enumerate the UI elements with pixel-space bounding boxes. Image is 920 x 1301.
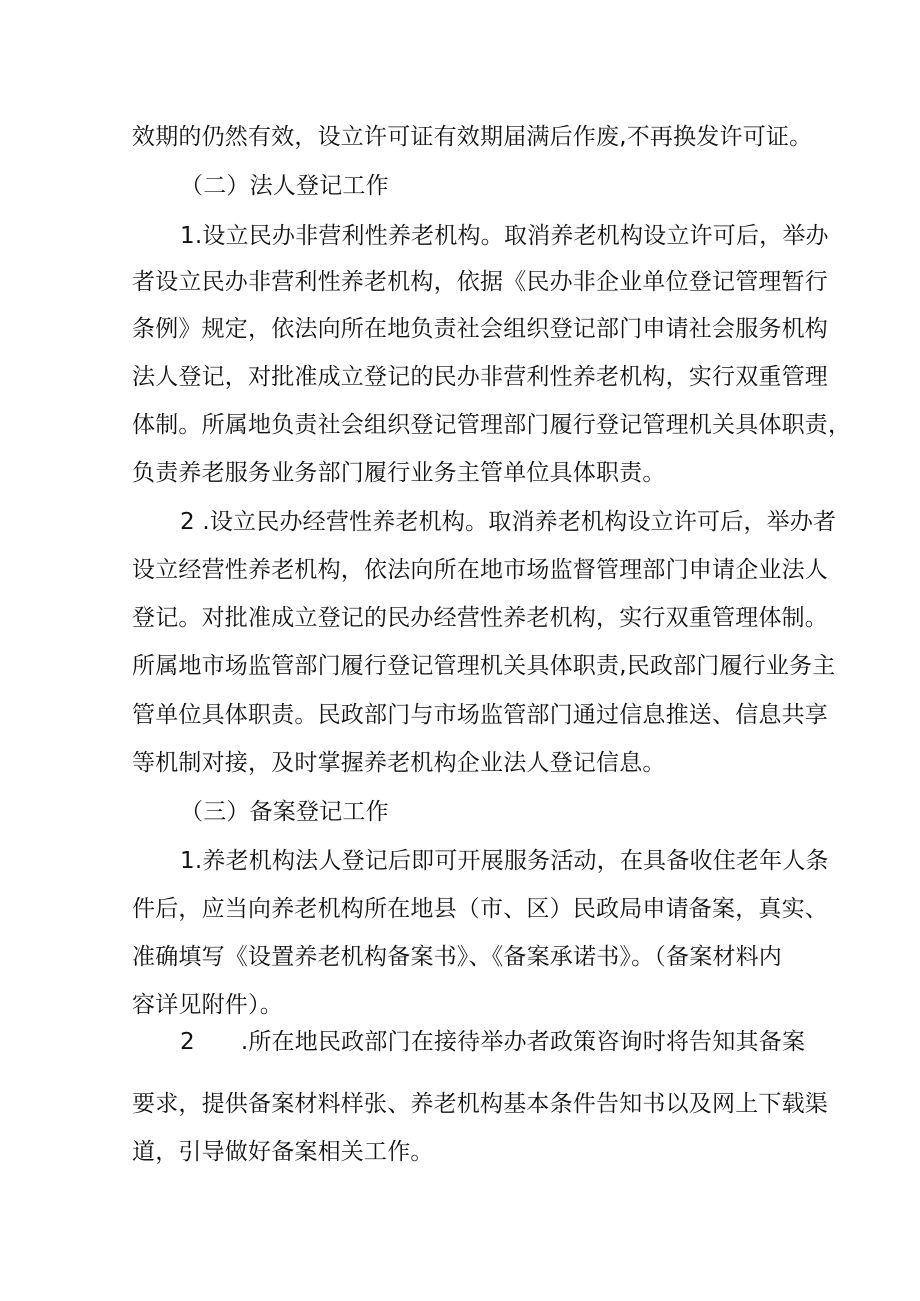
text-line-content: 登记。对批准成立登记的民办经营性养老机构，实行双重管理体制。	[132, 605, 828, 631]
text-line-content: 要求，提供备案材料样张、养老机构基本条件告知书以及网上下载渠	[132, 1091, 828, 1117]
text-line	[0, 642, 920, 690]
text-line-content: 管单位具体职责。民政部门与市场监管部门通过信息推送、信息共享	[132, 702, 828, 728]
text-line-content: 负责养老服务业务部门履行业务主管单位具体职责。	[132, 460, 666, 486]
section-heading	[0, 162, 920, 210]
text-line	[0, 305, 920, 353]
text-line-content: .所在地民政部门在接待举办者政策咨询时将告知其备案	[240, 1029, 806, 1055]
text-line-content: 等机制对接，及时掌握养老机构企业法人登记信息。	[132, 750, 666, 776]
section-heading	[0, 788, 920, 836]
section-heading-text: （二）法人登记工作	[180, 173, 389, 199]
text-line	[0, 594, 920, 642]
text-line	[0, 113, 920, 161]
text-line	[0, 212, 920, 260]
text-line-content: 条例》规定，依法向所在地负责社会组织登记部门申请社会服务机构	[132, 316, 828, 342]
text-line	[0, 258, 920, 306]
text-line-content: 法人登记，对批准成立登记的民办非营利性养老机构，实行双重管理	[132, 364, 828, 390]
text-line	[0, 1018, 920, 1066]
text-line	[0, 739, 920, 787]
text-line	[0, 1080, 920, 1128]
text-line	[0, 353, 920, 401]
text-line	[0, 1128, 920, 1176]
text-line	[0, 837, 920, 885]
text-line	[0, 546, 920, 594]
text-line-content: 者设立民办非营利性养老机构，依据《民办非企业单位登记管理暂行	[132, 269, 828, 295]
text-line	[0, 401, 920, 449]
text-line-content: 1.养老机构法人登记后即可开展服务活动，在具备收住老年人条	[180, 848, 829, 874]
text-line-content: 1.设立民办非营利性养老机构。取消养老机构设立许可后，举办	[180, 223, 829, 249]
list-number: 2	[180, 1029, 195, 1055]
text-line	[0, 691, 920, 739]
text-line-content: 体制。所属地负责社会组织登记管理部门履行登记管理机关具体职责，	[132, 412, 852, 438]
text-line-content: 容详见附件）。	[132, 992, 283, 1018]
section-heading-text: （三）备案登记工作	[180, 799, 389, 825]
text-line-content: 件后，应当向养老机构所在地县（市、区）民政局申请备案，真实、	[132, 896, 828, 922]
text-line-content: 2 .设立民办经营性养老机构。取消养老机构设立许可后，举办者	[180, 509, 837, 535]
text-line-content: 所属地市场监管部门履行登记管理机关具体职责,民政部门履行业务主	[132, 653, 836, 679]
text-line	[0, 498, 920, 546]
text-line	[0, 449, 920, 497]
text-line-content: 道，引导做好备案相关工作。	[132, 1139, 434, 1165]
text-line-content: 效期的仍然有效，设立许可证有效期届满后作废,不再换发许可证。	[132, 124, 813, 150]
text-line-content: 设立经营性养老机构，依法向所在地市场监督管理部门申请企业法人	[132, 557, 828, 583]
text-line	[0, 933, 920, 981]
text-line-content: 准确填写《设置养老机构备案书》、《备案承诺书》。（备案材料内	[132, 944, 782, 970]
text-line	[0, 885, 920, 933]
